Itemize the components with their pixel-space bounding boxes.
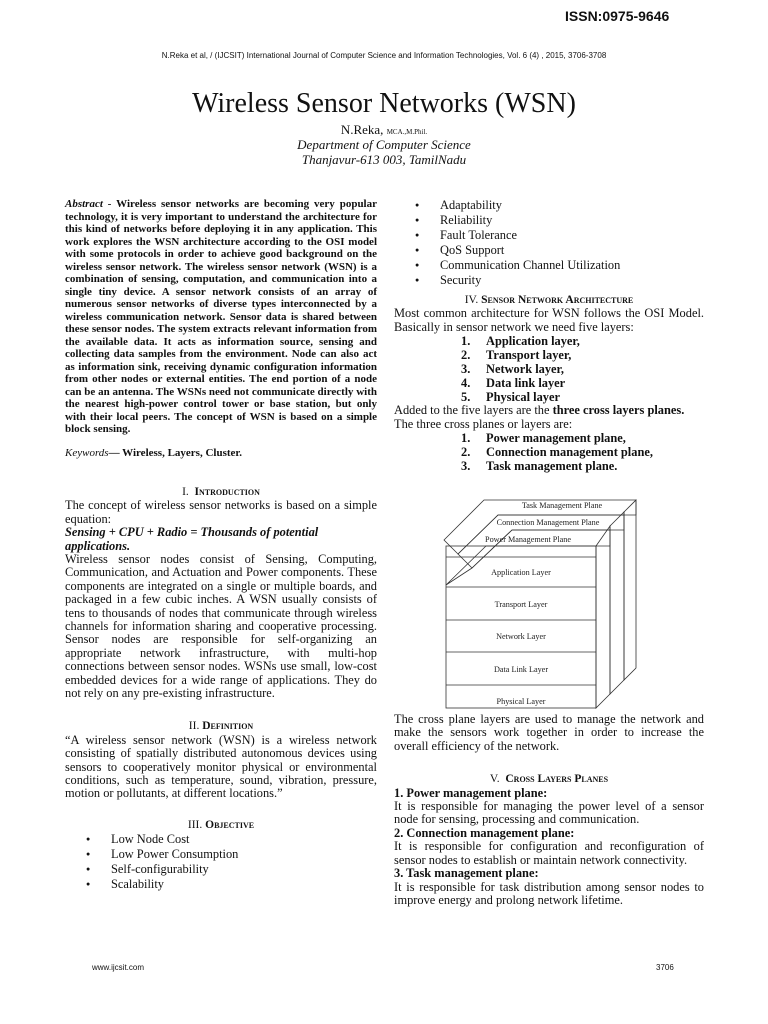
list-item: ● Low Node Cost bbox=[65, 832, 377, 847]
section-heading-introduction: I. Introduction bbox=[182, 485, 260, 498]
diagram-transport-layer-label: Transport Layer bbox=[494, 600, 548, 609]
cross-h3: 3. Task management plane: bbox=[394, 866, 539, 881]
diagram-network-layer-label: Network Layer bbox=[496, 632, 546, 641]
intro-p2: Wireless sensor nodes consist of Sensing, Computing, Communication, and Actuation and Power components. These components are integrated on a single or multiple boards, and packaged in a few cubic inches. A WSN usually consists of tens to thousands of nodes that communicate through wireless channels for information sharing and cooperative processing. Sensor nodes are responsible for self-organizing an appropriate network infrastructure, with multi-hop connections between sensor nodes. WSNs use small, low-cost embedded devices for a wide range of applications. They do not rely on any pre-existing infrastructure. bbox=[65, 551, 377, 700]
cross-t3: It is responsible for task distribution among sensor nodes to improve energy and prolong network lifetime. bbox=[394, 879, 704, 907]
architecture-diagram bbox=[438, 490, 676, 718]
diagram-task-plane-label: Task Management Plane bbox=[521, 501, 603, 510]
layer-list bbox=[394, 334, 704, 404]
location: Thanjavur-613 003, TamilNadu bbox=[301, 152, 467, 167]
author bbox=[0, 122, 768, 138]
plane-list bbox=[394, 431, 704, 473]
author-name: N.Reka, bbox=[340, 122, 384, 137]
page-number: 3706 bbox=[656, 963, 674, 972]
diagram-data-link-layer-label: Data Link Layer bbox=[493, 665, 549, 674]
abstract-text: Wireless sensor networks are becoming very popular technology, it is very important to understand the architecture for this kind of networks before deploying it in any application. This work explores the WSN architecture according to the OSI model with some protocols in order to achieve good background on the wireless sensor network. The wireless sensor network (WSN) is a combination of sensing, computation, and communication into a single tiny device. A sensor network consists of an array of numerous sensor networks of diverse types interconnected by a wireless communication network. Sensor data is shared between these sensor nodes. The system extracts relevant information from the available data. It acts as information source, sensing and collecting data samples from the environment. Node can also act as information sink, receiving dynamic configuration information from other nodes or external entities. The end portion of a node can be an antenna. The WSNs need not communicate directly with the nearest high-power control tower or base station, but only with their local peers. The concept of WSN is based on a simple block sensing. bbox=[65, 198, 377, 435]
list-item: ● QoS Support bbox=[394, 243, 704, 258]
list-item: 5. Physical layer bbox=[461, 390, 560, 405]
list-item: 1. Application layer, bbox=[461, 334, 580, 349]
list-item: 3. Task management plane. bbox=[461, 459, 618, 474]
list-item: ● Reliability bbox=[394, 213, 704, 228]
abstract bbox=[65, 198, 377, 436]
section-heading-definition: II. Definition bbox=[188, 720, 254, 733]
list-item: 4. Data link layer bbox=[461, 376, 566, 391]
diagram-application-layer-label: Application Layer bbox=[491, 568, 551, 577]
objective-list-right bbox=[394, 198, 704, 288]
cross-t1: It is responsible for managing the power level of a sensor node for sensing, processing and communication. bbox=[394, 799, 704, 827]
keywords-label: Keywords bbox=[65, 446, 109, 459]
diagram-power-plane-label: Power Management Plane bbox=[485, 535, 571, 544]
intro-p1: The concept of wireless sensor networks is based on a simple equation: bbox=[65, 498, 377, 526]
connection-plane-side bbox=[610, 512, 624, 694]
left-column bbox=[65, 198, 377, 892]
list-item: ● Communication Channel Utilization bbox=[394, 258, 704, 273]
definition-text: “A wireless sensor network (WSN) is a wireless network consisting of spatially distributed autonomous devices using sensors to cooperatively monitor physical or environmental conditions, such as temperature, sound, vibration, pressure, motion or pollutants, at different locations.” bbox=[65, 732, 377, 801]
running-head: N.Reka et al, / (IJCSIT) International Journal of Computer Science and Information Technologies, Vol. 6 (4) , 2015, 3706-3708 bbox=[161, 51, 607, 60]
architecture-p4: The cross plane layers are used to manage the network and make the sensors work together in order to increase the overall efficiency of the network. bbox=[394, 712, 704, 753]
list-item: ● Adaptability bbox=[394, 198, 704, 213]
list-item: ● Fault Tolerance bbox=[394, 228, 704, 243]
architecture-p2: Added to the five layers are the three cross layers planes. bbox=[394, 403, 685, 418]
list-item: ● Low Power Consumption bbox=[65, 847, 377, 862]
diagram-connection-plane-label: Connection Management Plane bbox=[496, 518, 600, 527]
cross-h2: 2. Connection management plane: bbox=[394, 825, 575, 840]
issn: ISSN:0975-9646 bbox=[565, 8, 670, 24]
cross-t2: It is responsible for configuration and reconfiguration of sensor nodes to establish or maintain network connectivity. bbox=[394, 839, 704, 867]
department: Department of Computer Science bbox=[297, 137, 471, 152]
author-degree: MCA.,M.Phil. bbox=[386, 128, 428, 136]
keywords-text: — Wireless, Layers, Cluster. bbox=[108, 446, 243, 459]
intro-equation: Sensing + CPU + Radio = Thousands of potential applications. bbox=[65, 525, 319, 553]
objective-list-left bbox=[65, 832, 377, 892]
list-item: 3. Network layer, bbox=[461, 362, 564, 377]
abstract-label: Abstract - bbox=[65, 198, 112, 210]
paper-title: Wireless Sensor Networks (WSN) bbox=[192, 88, 576, 119]
cross-h1: 1. Power management plane: bbox=[394, 785, 548, 800]
list-item: 2. Connection management plane, bbox=[461, 445, 653, 460]
list-item: 1. Power management plane, bbox=[461, 431, 626, 446]
section-heading-objective: III. Objective bbox=[187, 818, 255, 831]
list-item: 2. Transport layer, bbox=[461, 348, 572, 363]
list-item: ● Scalability bbox=[65, 877, 377, 892]
list-item: ● Self-configurability bbox=[65, 862, 377, 877]
task-plane-side bbox=[624, 500, 636, 680]
section-heading-cross-layers: V. Cross Layers Planes bbox=[489, 773, 609, 786]
diagram-physical-layer-label: Physical Layer bbox=[496, 697, 546, 706]
list-item: ● Security bbox=[394, 273, 704, 288]
architecture-p3: The three cross planes or layers are: bbox=[394, 416, 573, 431]
keywords bbox=[65, 447, 377, 460]
architecture-p1: Most common architecture for WSN follows the OSI Model. Basically in sensor network we need five layers: bbox=[394, 306, 704, 334]
section-heading-architecture: IV. Sensor Network Architecture bbox=[464, 294, 634, 306]
footer-url: www.ijcsit.com bbox=[92, 963, 145, 972]
power-plane-side bbox=[596, 526, 610, 708]
